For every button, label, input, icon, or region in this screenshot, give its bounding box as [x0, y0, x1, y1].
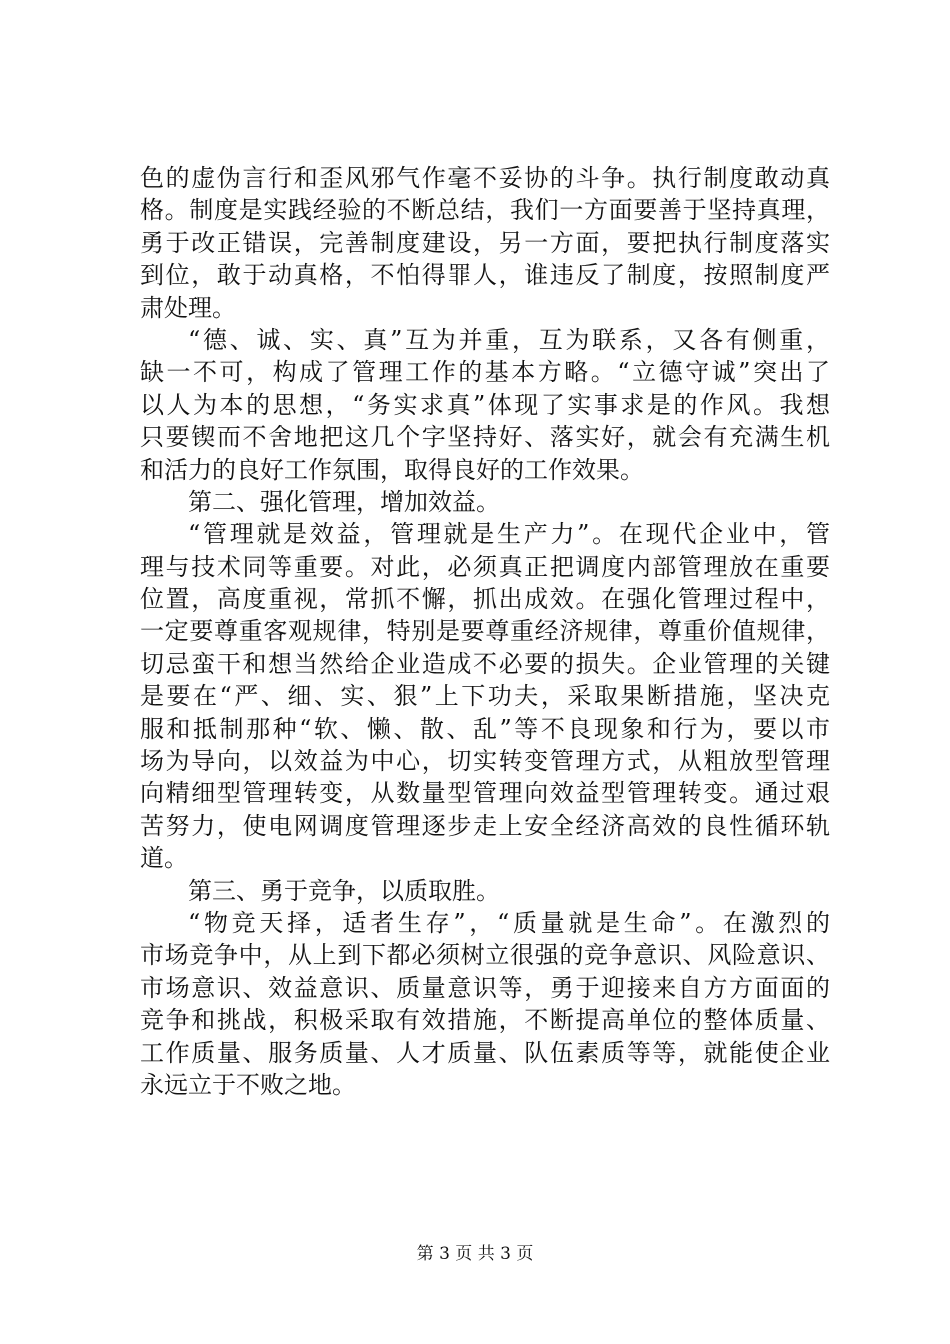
text-line: 是要在“严、细、实、狠”上下功夫，采取果断措施，坚决克: [140, 682, 830, 711]
paragraph: [140, 486, 830, 518]
text-line: 和活力的良好工作氛围，取得良好的工作效果。: [140, 455, 644, 484]
paragraph: [140, 324, 830, 486]
text-line: 服和抵制那种“软、懒、散、乱”等不良现象和行为，要以市: [140, 714, 830, 743]
text-line: 以人为本的思想，“务实求真”体现了实事求是的作风。我想: [140, 390, 830, 419]
text-line: “管理就是效益，管理就是生产力”。在现代企业中，管: [188, 520, 830, 549]
text-line: 肃处理。: [140, 293, 236, 322]
text-line: “物竞天择，适者生存”，“质量就是生命”。在激烈的: [188, 908, 830, 937]
text-line: 向精细型管理转变，从数量型管理向效益型管理转变。通过艰: [140, 779, 830, 808]
text-line: 位置，高度重视，常抓不懈，抓出成效。在强化管理过程中，: [140, 585, 830, 614]
paragraph: [140, 907, 830, 1101]
text-line: 理与技术同等重要。对此，必须真正把调度内部管理放在重要: [140, 552, 830, 581]
text-line: 只要锲而不舍地把这几个字坚持好、落实好，就会有充满生机: [140, 423, 830, 452]
text-line: 永远立于不败之地。: [140, 1070, 356, 1099]
text-line: 格。制度是实践经验的不断总结，我们一方面要善于坚持真理，: [140, 196, 830, 225]
paragraph: [140, 162, 830, 324]
text-line: 勇于改正错误，完善制度建设，另一方面，要把执行制度落实: [140, 228, 830, 257]
text-line: 场为导向，以效益为中心，切实转变管理方式，从粗放型管理: [140, 747, 830, 776]
paragraph: [140, 518, 830, 874]
document-body: [140, 162, 830, 1101]
page-footer: 第 3 页 共 3 页: [416, 1244, 534, 1264]
paragraph: [140, 875, 830, 907]
text-line: 第二、强化管理，增加效益。: [188, 487, 500, 516]
text-line: “德、诚、实、真”互为并重，互为联系，又各有侧重，: [188, 325, 830, 354]
text-line: 一定要尊重客观规律，特别是要尊重经济规律，尊重价值规律，: [140, 617, 830, 646]
text-line: 市场意识、效益意识、质量意识等，勇于迎接来自方方面面的: [140, 973, 830, 1002]
text-line: 到位，敢于动真格，不怕得罪人，谁违反了制度，按照制度严: [140, 261, 830, 290]
text-line: 竞争和挑战，积极采取有效措施，不断提高单位的整体质量、: [140, 1006, 830, 1035]
text-line: 道。: [140, 844, 188, 873]
text-line: 工作质量、服务质量、人才质量、队伍素质等等，就能使企业: [140, 1038, 830, 1067]
text-line: 切忌蛮干和想当然给企业造成不必要的损失。企业管理的关键: [140, 649, 830, 678]
text-line: 市场竞争中，从上到下都必须树立很强的竞争意识、风险意识、: [140, 941, 830, 970]
text-line: 色的虚伪言行和歪风邪气作毫不妥协的斗争。执行制度敢动真: [140, 164, 830, 192]
text-line: 苦努力，使电网调度管理逐步走上安全经济高效的良性循环轨: [140, 811, 830, 840]
text-line: 第三、勇于竞争，以质取胜。: [188, 876, 500, 905]
text-line: 缺一不可，构成了管理工作的基本方略。“立德守诚”突出了: [140, 358, 830, 387]
